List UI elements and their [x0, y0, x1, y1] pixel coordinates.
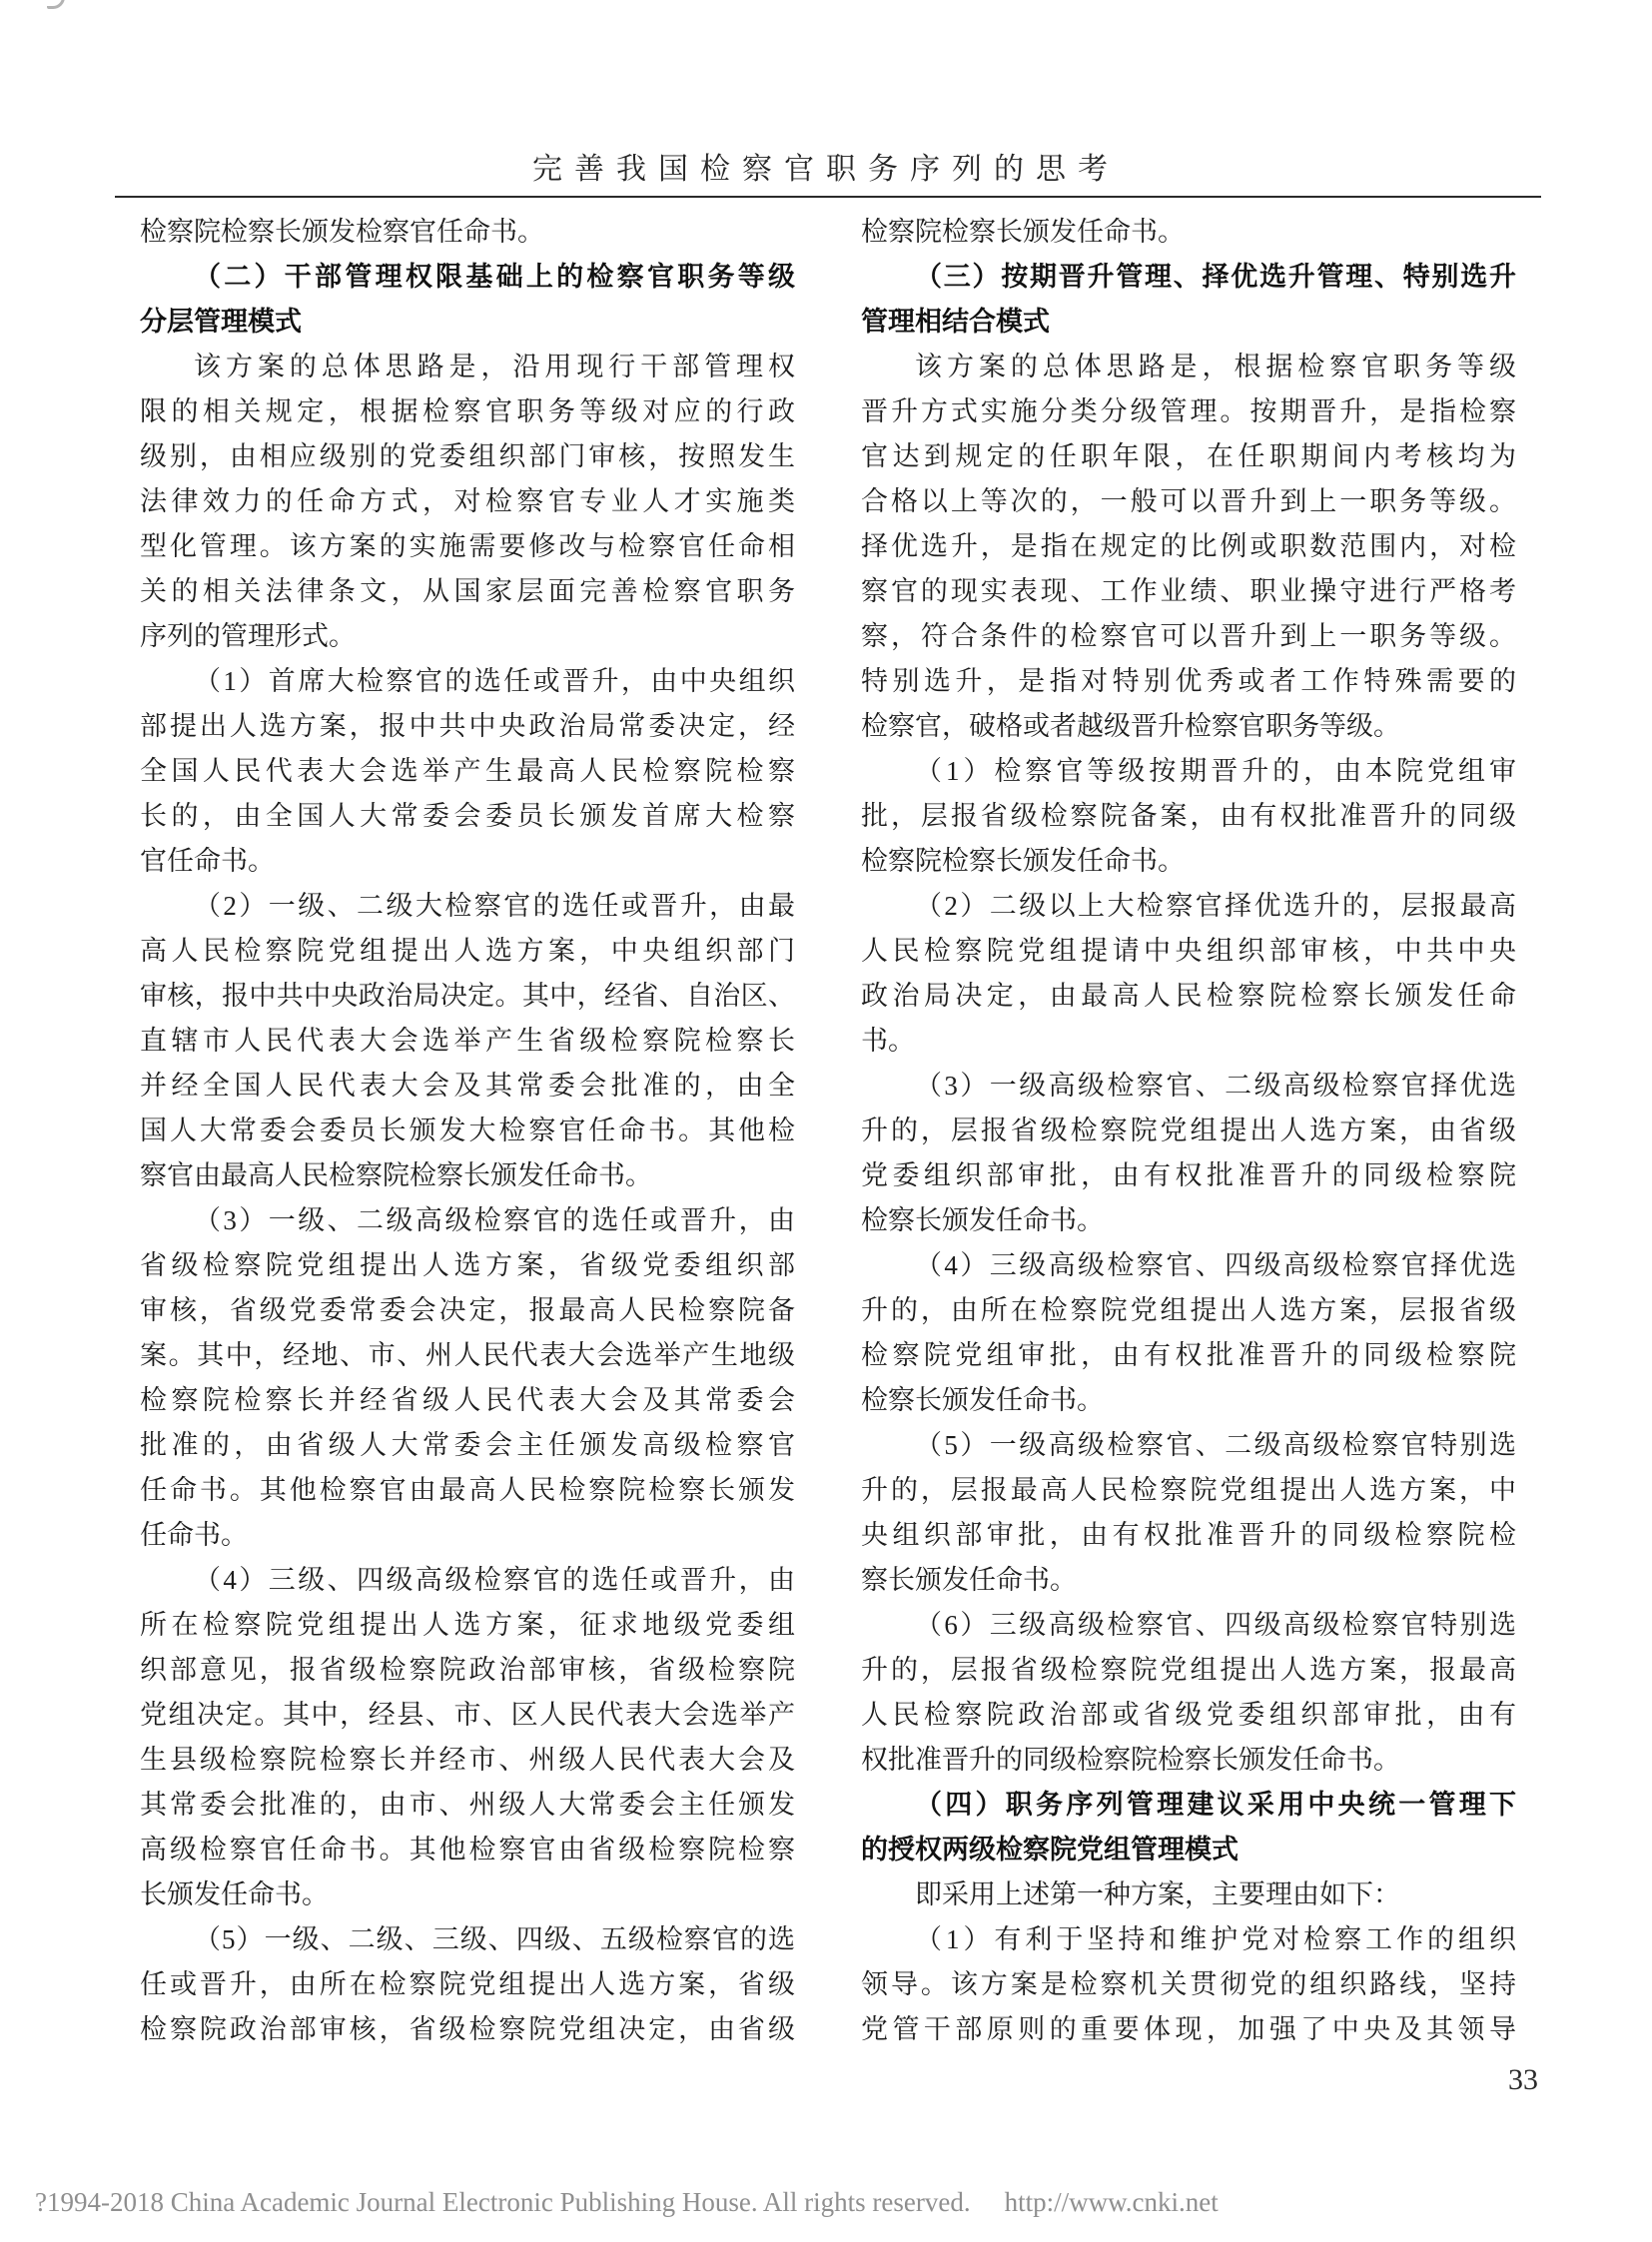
section-heading-line: 分层管理模式 [140, 307, 302, 337]
body-text-line: 国人大常委会委员长颁发大检察官任命书。其他检 [140, 1116, 795, 1145]
body-text-line: 该方案的总体思路是，沿用现行干部管理权 [194, 352, 795, 381]
body-text-line: 全国人民代表大会选举产生最高人民检察院检察 [140, 756, 795, 786]
section-heading-line: （三）按期晋升管理、择优选升管理、特别选升 [915, 262, 1516, 292]
body-text-line: 部提出人选方案，报中共中央政治局常委决定，经 [140, 711, 795, 741]
right-column [861, 210, 1516, 2052]
body-text-line: 型化管理。该方案的实施需要修改与检察官任命相 [140, 531, 795, 561]
body-text-line: 检察院党组审批，由有权批准晋升的同级检察院 [861, 1340, 1516, 1370]
body-text-line: 批，层报省级检察院备案，由有权批准晋升的同级 [861, 801, 1516, 831]
body-text-line: 官任命书。 [140, 846, 275, 876]
body-text-line: 检察院检察长颁发任命书。 [861, 846, 1185, 876]
left-column [140, 210, 795, 2052]
body-text-line: 检察院检察长并经省级人民代表大会及其常委会 [140, 1385, 795, 1415]
body-text-line: （4）三级、四级高级检察官的选任或晋升，由 [194, 1565, 795, 1595]
body-text-line: 检察长颁发任命书。 [861, 1385, 1104, 1415]
body-text-line: 织部意见，报省级检察院政治部审核，省级检察院 [140, 1655, 795, 1685]
section-heading-line: 管理相结合模式 [861, 307, 1050, 337]
body-text-line: （3）一级高级检察官、二级高级检察官择优选 [915, 1071, 1516, 1101]
body-text-line: （1）首席大检察官的选任或晋升，由中央组织 [194, 666, 795, 696]
body-text-line: 官达到规定的任职年限，在任职期间内考核均为 [861, 441, 1516, 471]
body-text-line: 书。 [861, 1026, 915, 1056]
section-heading-line: 的授权两级检察院党组管理模式 [861, 1835, 1239, 1865]
body-text-line: 即采用上述第一种方案，主要理由如下： [915, 1879, 1400, 1909]
body-text-line: 长颁发任命书。 [140, 1879, 329, 1909]
body-text-line: 法律效力的任命方式，对检察官专业人才实施类 [140, 486, 795, 516]
footer-copyright: ?1994-2018 China Academic Journal Electronic Publishing House. All rights reserved. [35, 2187, 971, 2217]
body-text-line: 择优选升，是指在规定的比例或职数范围内，对检 [861, 531, 1516, 561]
body-text-line: 所在检察院党组提出人选方案，征求地级党委组 [140, 1610, 795, 1640]
footer-url: http://www.cnki.net [1004, 2187, 1219, 2217]
scan-artifact [47, 0, 65, 9]
body-text-line: 限的相关规定，根据检察官职务等级对应的行政 [140, 396, 795, 426]
body-text-line: 生县级检察院检察长并经市、州级人民代表大会及 [140, 1745, 795, 1775]
section-heading-line: （四）职务序列管理建议采用中央统一管理下 [915, 1790, 1516, 1820]
body-text-line: 人民检察院政治部或省级党委组织部审批，由有 [861, 1700, 1516, 1730]
body-text-line: （4）三级高级检察官、四级高级检察官择优选 [915, 1250, 1516, 1280]
body-text-line: 关的相关法律条文，从国家层面完善检察官职务 [140, 576, 795, 606]
body-text-line: （6）三级高级检察官、四级高级检察官特别选 [915, 1610, 1516, 1640]
body-text-line: 升的，层报最高人民检察院党组提出人选方案，中 [861, 1475, 1516, 1505]
body-text-line: 党委组织部审批，由有权批准晋升的同级检察院 [861, 1160, 1516, 1190]
body-text-line: （5）一级高级检察官、二级高级检察官特别选 [915, 1430, 1516, 1460]
body-text-line: 审核，报中共中央政治局决定。其中，经省、自治区、 [140, 981, 795, 1011]
body-text-line: 升的，层报省级检察院党组提出人选方案，由省级 [861, 1116, 1516, 1145]
body-text-line: 政治局决定，由最高人民检察院检察长颁发任命 [861, 981, 1516, 1011]
body-text-line: 察官的现实表现、工作业绩、职业操守进行严格考 [861, 576, 1516, 606]
body-text-line: 级别，由相应级别的党委组织部门审核，按照发生 [140, 441, 795, 471]
page-number: 33 [1508, 2063, 1538, 2096]
body-text-line: 权批准晋升的同级检察院检察长颁发任命书。 [861, 1745, 1400, 1775]
body-text-line: 合格以上等次的，一般可以晋升到上一职务等级。 [861, 486, 1516, 516]
running-title: 完善我国检察官职务序列的思考 [532, 153, 1120, 186]
body-text-line: 任命书。 [140, 1520, 248, 1550]
body-text-line: （2）一级、二级大检察官的选任或晋升，由最 [194, 891, 795, 921]
body-text-line: 任命书。其他检察官由最高人民检察院检察长颁发 [140, 1475, 795, 1505]
body-text-line: 人民检察院党组提请中央组织部审核，中共中央 [861, 936, 1516, 966]
two-column-body [140, 210, 1516, 2052]
header-rule [115, 196, 1541, 198]
body-text-line: 升的，由所在检察院党组提出人选方案，层报省级 [861, 1295, 1516, 1325]
body-text-line: （5）一级、二级、三级、四级、五级检察官的选 [194, 1924, 795, 1954]
body-text-line: 检察院检察长颁发任命书。 [861, 217, 1185, 247]
body-text-line: 升的，层报省级检察院党组提出人选方案，报最高 [861, 1655, 1516, 1685]
body-text-line: 长的，由全国人大常委会委员长颁发首席大检察 [140, 801, 795, 831]
section-heading-line: （二）干部管理权限基础上的检察官职务等级 [194, 262, 795, 292]
body-text-line: 直辖市人民代表大会选举产生省级检察院检察长 [140, 1026, 795, 1056]
body-text-line: 省级检察院党组提出人选方案，省级党委组织部 [140, 1250, 795, 1280]
body-text-line: 任或晋升，由所在检察院党组提出人选方案，省级 [140, 1969, 795, 1999]
body-text-line: 央组织部审批，由有权批准晋升的同级检察院检 [861, 1520, 1516, 1550]
body-text-line: 审核，省级党委常委会决定，报最高人民检察院备 [140, 1295, 795, 1325]
body-text-line: 领导。该方案是检察机关贯彻党的组织路线，坚持 [861, 1969, 1516, 1999]
body-text-line: 特别选升，是指对特别优秀或者工作特殊需要的 [861, 666, 1516, 696]
body-text-line: 其常委会批准的，由市、州级人大常委会主任颁发 [140, 1790, 795, 1820]
body-text-line: 高人民检察院党组提出人选方案，中央组织部门 [140, 936, 795, 966]
body-text-line: 并经全国人民代表大会及其常委会批准的，由全 [140, 1071, 795, 1101]
body-text-line: 该方案的总体思路是，根据检察官职务等级 [915, 352, 1516, 381]
body-text-line: 高级检察官任命书。其他检察官由省级检察院检察 [140, 1835, 795, 1865]
body-text-line: （3）一级、二级高级检察官的选任或晋升，由 [194, 1205, 795, 1235]
body-text-line: 案。其中，经地、市、州人民代表大会选举产生地级 [140, 1340, 795, 1370]
body-text-line: 批准的，由省级人大常委会主任颁发高级检察官 [140, 1430, 795, 1460]
body-text-line: 检察官，破格或者越级晋升检察官职务等级。 [861, 711, 1400, 741]
body-text-line: 检察院政治部审核，省级检察院党组决定，由省级 [140, 2014, 795, 2044]
body-text-line: 党管干部原则的重要体现，加强了中央及其领导 [861, 2014, 1516, 2044]
body-text-line: 党组决定。其中，经县、市、区人民代表大会选举产 [140, 1700, 795, 1730]
body-text-line: 序列的管理形式。 [140, 621, 356, 651]
body-text-line: 察，符合条件的检察官可以晋升到上一职务等级。 [861, 621, 1516, 651]
body-text-line: （1）检察官等级按期晋升的，由本院党组审 [915, 756, 1516, 786]
body-text-line: 检察长颁发任命书。 [861, 1205, 1104, 1235]
footer [35, 2187, 1219, 2218]
body-text-line: 检察院检察长颁发检察官任命书。 [140, 217, 544, 247]
body-text-line: （1）有利于坚持和维护党对检察工作的组织 [915, 1924, 1516, 1954]
body-text-line: （2）二级以上大检察官择优选升的，层报最高 [915, 891, 1516, 921]
body-text-line: 察长颁发任命书。 [861, 1565, 1077, 1595]
body-text-line: 晋升方式实施分类分级管理。按期晋升，是指检察 [861, 396, 1516, 426]
body-text-line: 察官由最高人民检察院检察长颁发任命书。 [140, 1160, 652, 1190]
